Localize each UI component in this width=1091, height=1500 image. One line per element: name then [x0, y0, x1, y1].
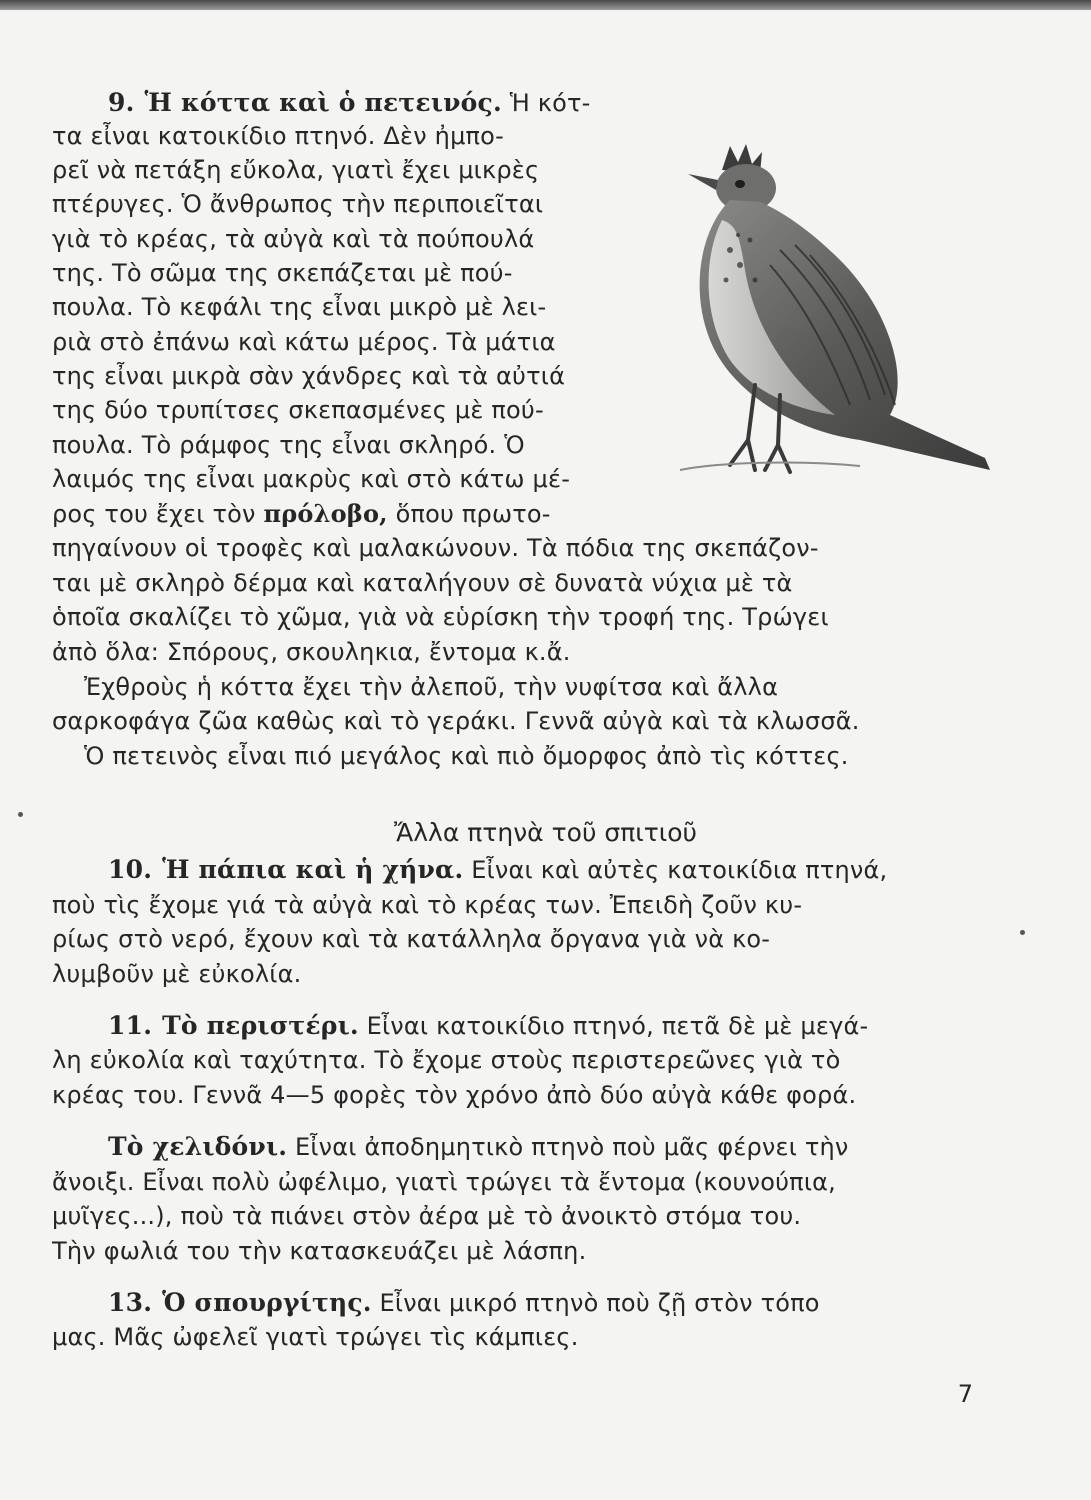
section9-title: Ἡ κόττα καὶ ὁ πετεινός.: [144, 88, 502, 117]
section10-number: 10.: [108, 855, 153, 884]
section9-line-10: πουλα. Τὸ ράμφος της εἶναι σκληρό. Ὁ: [52, 431, 525, 459]
section9-line-1: τα εἶναι κατοικίδιο πτηνό. Δὲν ἠμπο-: [52, 122, 504, 150]
section10-first: Εἶναι καὶ αὐτὲς κατοικίδια πτηνά,: [471, 856, 888, 884]
section12-title: Τὸ χελιδόνι.: [108, 1132, 288, 1161]
scan-speck: [1020, 930, 1025, 935]
section9-line-5: της. Τὸ σῶμα της σκεπάζεται μὲ πού-: [52, 259, 513, 287]
section9-line-3: πτέρυγες. Ὁ ἄνθρωπος τὴν περιποιεῖται: [52, 190, 544, 218]
prolobo-post: ὅπου πρωτο-: [395, 500, 551, 528]
bird-illustration: [660, 140, 995, 500]
prolobo-pre: ρος του ἔχει τὸν: [52, 500, 256, 528]
section12-line-2: Τὴν φωλιά του τὴν κατασκευάζει μὲ λάσπη.: [52, 1237, 587, 1265]
section12-line-1: μυῖγες...), ποὺ τὰ πιάνει στὸν ἀέρα μὲ τὸ ἀνοικτὸ στόμα του.: [52, 1202, 802, 1230]
section13-first-line: [108, 1288, 820, 1318]
section9-line-2: ρεῖ νὰ πετάξη εὔκολα, γιατὶ ἔχει μικρὲς: [52, 156, 540, 184]
scan-top-edge: [0, 0, 1091, 10]
section10-title: Ἡ πάπια καὶ ἡ χήνα.: [162, 855, 464, 884]
section13-number: 13.: [108, 1288, 153, 1317]
section9-line-8: της εἶναι μικρὰ σὰν χάνδρες καὶ τὰ αὐτιά: [52, 362, 566, 390]
section9-line-4: γιὰ τὸ κρέας, τὰ αὐγὰ καὶ τὰ πούπουλά: [52, 225, 535, 253]
page-number: 7: [957, 1380, 973, 1408]
section10-line-1: ρίως στὸ νερό, ἔχουν καὶ τὰ κατάλληλα ὄργανα γιὰ νὰ κο-: [52, 925, 771, 953]
section9-line-9: της δύο τρυπίτσες σκεπασμένες μὲ πού-: [52, 396, 544, 424]
section12-line-0: ἄνοιξι. Εἶναι πολὺ ὠφέλιμο, γιατὶ τρώγει τὰ ἔντομα (κουνούπια,: [52, 1168, 836, 1196]
section13-first: Εἶναι μικρό πτηνὸ ποὺ ζῇ στὸν τόπο: [379, 1289, 820, 1317]
section9-line-11: λαιμός της εἶναι μακρὺς καὶ στὸ κάτω μέ-: [52, 465, 571, 493]
section10-line-2: λυμβοῦν μὲ εὐκολία.: [52, 960, 302, 988]
section10-line-0: ποὺ τὶς ἔχομε γιά τὰ αὐγὰ καὶ τὸ κρέας των. Ἐπειδὴ ζοῦν κυ-: [52, 891, 803, 919]
section9-number: 9.: [108, 88, 135, 117]
section13-title: Ὁ σπουργίτης.: [162, 1288, 372, 1317]
section9-line-0: Ἡ κότ-: [509, 89, 591, 117]
section12-first: Εἶναι ἀποδημητικὸ πτηνὸ ποὺ μᾶς φέρνει τὴν: [295, 1133, 849, 1161]
section13-line-0: μας. Μᾶς ὠφελεῖ γιατὶ τρώγει τὶς κάμπιες.: [52, 1323, 579, 1351]
term-prolobo: πρόλοβο,: [263, 499, 388, 528]
section9-lineb-2: ὁποῖα σκαλίζει τὸ χῶμα, γιὰ νὰ εὑρίσκη τὴν τροφή της. Τρώγει: [52, 603, 829, 631]
section11-title: Τὸ περιστέρι.: [162, 1011, 359, 1040]
section9-line-prolobo: [52, 499, 551, 529]
section9-line-6: πουλα. Τὸ κεφάλι της εἶναι μικρὸ μὲ λει-: [52, 293, 547, 321]
section9-line-7: ριὰ στὸ ἐπάνω καὶ κάτω μέρος. Τὰ μάτια: [52, 328, 556, 356]
section12-first-line: [108, 1132, 849, 1162]
subtitle-other-birds: Ἄλλα πτηνὰ τοῦ σπιτιοῦ: [394, 818, 697, 847]
scan-speck: [18, 812, 23, 817]
section11-first-line: [108, 1011, 868, 1041]
section11-line-1: κρέας του. Γεννᾶ 4—5 φορὲς τὸν χρόνο ἀπὸ δύο αὐγὰ κάθε φορά.: [52, 1081, 857, 1109]
section9-para2-1: σαρκοφάγα ζῶα καθὼς καὶ τὸ γεράκι. Γεννᾶ αὐγὰ καὶ τὰ κλωσσᾶ.: [52, 707, 860, 735]
section9-para2-0: Ἐχθροὺς ἡ κόττα ἔχει τὴν ἀλεποῦ, τὴν νυφίτσα καὶ ἄλλα: [84, 673, 779, 701]
section9-lineb-0: πηγαίνουν οἱ τροφὲς καὶ μαλακώνουν. Τὰ πόδια της σκεπάζον-: [52, 534, 819, 562]
section9-para3: Ὁ πετεινὸς εἶναι πιό μεγάλος καὶ πιὸ ὄμορφος ἀπὸ τὶς κόττες.: [84, 742, 849, 770]
section9-lineb-1: ται μὲ σκληρὸ δέρμα καὶ καταλήγουν σὲ δυνατὰ νύχια μὲ τὰ: [52, 569, 793, 597]
section11-first: Εἶναι κατοικίδιο πτηνό, πετᾶ δὲ μὲ μεγά-: [366, 1012, 869, 1040]
section11-number: 11.: [108, 1011, 153, 1040]
section11-line-0: λη εὐκολία καὶ ταχύτητα. Τὸ ἔχομε στοὺς περιστερεῶνες γιὰ τὸ: [52, 1046, 841, 1074]
section10-first-line: [108, 855, 887, 885]
section9-first-line: [108, 88, 591, 118]
section9-lineb-3: ἀπὸ ὅλα: Σπόρους, σκουληκια, ἔντομα κ.ἄ.: [52, 638, 571, 666]
